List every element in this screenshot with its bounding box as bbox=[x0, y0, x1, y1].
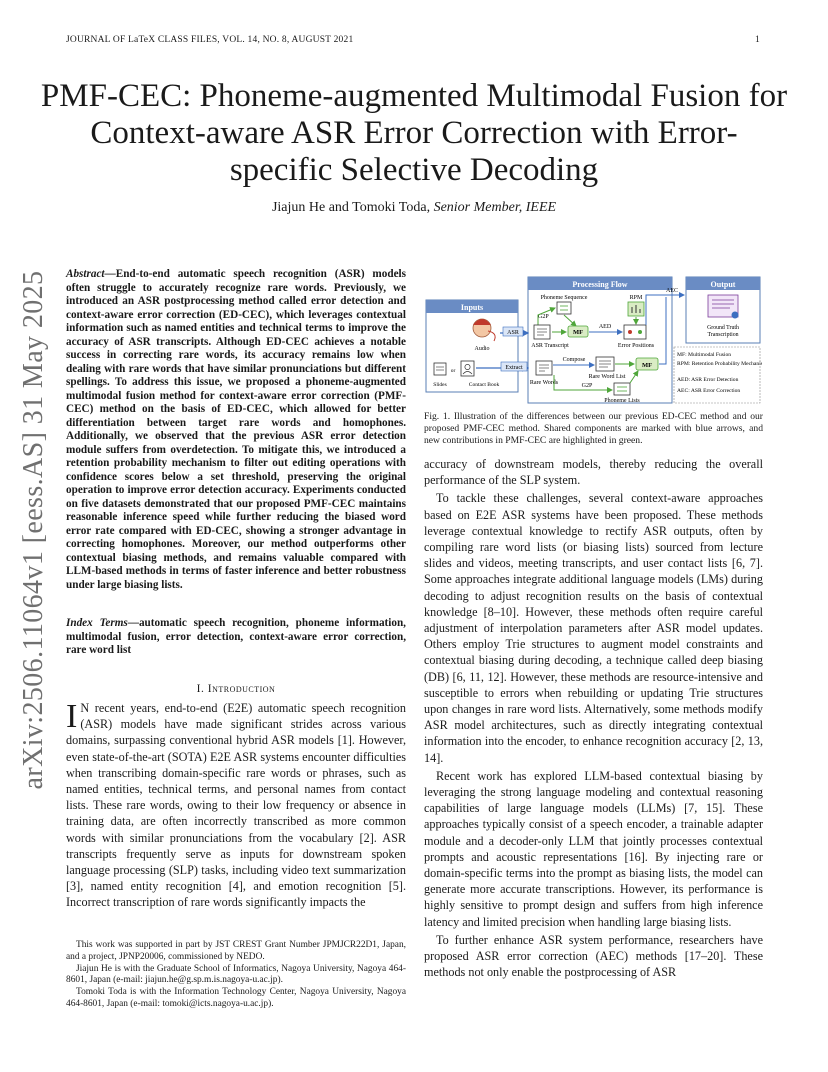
asr-transcript-label: ASR Transcript bbox=[531, 343, 569, 349]
index-terms-lead: Index Terms bbox=[66, 617, 128, 629]
slides-label: Slides bbox=[433, 382, 447, 388]
right-column-body bbox=[424, 456, 763, 983]
legend-rpm: RPM: Retention Probability Mechanism bbox=[677, 361, 762, 367]
inputs-panel bbox=[426, 300, 518, 392]
phoneme-sequence-label: Phoneme Sequence bbox=[540, 295, 588, 301]
section-number: I. bbox=[196, 683, 208, 695]
arxiv-identifier: arXiv:2506.11064v1 [eess.AS] 31 May 2025 bbox=[18, 270, 49, 790]
intro-paragraph bbox=[66, 700, 406, 911]
index-terms bbox=[66, 617, 406, 658]
error-positions-label: Error Positions bbox=[617, 343, 655, 349]
paragraph-continuation: accuracy of downstream models, thereby reducing the overall performance of the SLP system. bbox=[424, 457, 763, 488]
arxiv-stamp bbox=[14, 270, 54, 790]
asr-transcript-icon bbox=[534, 325, 550, 339]
legend-aec: AEC: ASR Error Correction bbox=[677, 388, 741, 394]
rpm-icon bbox=[628, 302, 644, 316]
figure-1 bbox=[424, 275, 762, 407]
footnote-author-2: Tomoki Toda is with the Information Technology Center, Nagoya University, Nagoya 464-8601, Japan (e-mail: tomoki@icts.nagoya-u.ac.jp). bbox=[66, 987, 406, 1009]
abstract-lead: Abstract bbox=[66, 268, 105, 280]
paper-title: PMF-CEC: Phoneme-augmented Multimodal Fusion for Context-aware ASR Error Correction with Error-specific Selective Decoding bbox=[40, 78, 788, 188]
phoneme-lists-icon bbox=[614, 383, 630, 395]
section-heading bbox=[66, 683, 406, 695]
footnote-funding: This work was supported in part by JST CREST Grant Number JPMJCR22D1, Japan, and a project, JPNP20006, commissioned by NEDO. bbox=[66, 940, 406, 962]
or-label: or bbox=[450, 368, 456, 374]
phoneme-sequence-icon bbox=[557, 302, 571, 314]
slides-icon bbox=[434, 363, 446, 375]
error-positions-icon bbox=[624, 325, 646, 339]
rare-word-list-label: Rare Word List bbox=[588, 374, 626, 380]
extract-label: Extract bbox=[505, 365, 523, 371]
abstract bbox=[66, 268, 406, 592]
footnote-author-1: Jiajun He is with the Graduate School of Informatics, Nagoya University, Nagoya 464-8601, Japan (e-mail: jiajun.he@g.sp.m.is.nagoya-u.ac.jp). bbox=[66, 963, 406, 986]
figure-caption bbox=[424, 411, 763, 448]
abstract-text: —End-to-end automatic speech recognition (ASR) models often struggle to accurately recognize rare words. Previously, we introduced an ASR postprocessing method called error detection and context-aware error correction (ED-CEC), which leverages contextual information such as named entities and technical terms to improve the accuracy of ASR transcripts. Although ED-CEC achieves a notable success in correcting rare words, its accuracy remains low when dealing with rare words that have similar pronunciations but different spellings. To address this issue, we proposed a phoneme-augmented multimodal fusion method for context-aware error correction (PMF-CEC) method on the basis of ED-CEC, which allowed for better differentiation between target rare words and homophones. Additionally, we observed that the previous ASR error detection module suffers from overdetection. To mitigate this, we introduced a retention probability mechanism to filter out editing operations with confidence scores below a set threshold, preserving the original operation to improve error detection accuracy. Experiments conducted on five datasets demonstrated that our proposed PMF-CEC maintains reasonable inference speed while further reducing the biased word error rate compared with ED-CEC, showing a stronger advantage in correcting homophones. Moreover, our method outperforms other contextual biasing methods, and remains valuable compared with LLM-based methods in terms of faster inference and better robustness under large biasing lists. bbox=[66, 268, 406, 591]
g2p-top-label: G2P bbox=[538, 314, 549, 320]
footnotes bbox=[66, 940, 406, 1011]
figure-1-diagram bbox=[424, 275, 762, 407]
page-number: 1 bbox=[755, 35, 760, 45]
rpm-label: RPM bbox=[629, 295, 643, 301]
paragraph-context-aware: To tackle these challenges, several context-aware approaches based on E2E ASR systems have been proposed. These methods leverage contextual knowledge to rectify ASR outputs, often by compiling rare word lists (or biasing lists) sourced from lecture slides and videos, meeting transcripts, and user contact lists [6, 7]. Some approaches integrate additional language models (LMs) during decoding to adjust recognition results on the basis of contextual knowledge [8–10]. However, these methods often require careful adjustment of interpolation parameters after ASR model updates. Others employ Trie structures to augment model constraints and contextual biasing during decoding, a technique called deep biasing (DB) [6, 11, 12]. However, these methods are resource-intensive and susceptible to errors when rebuilding or updating Trie structures upon changes in rare word lists. Alternatively, some methods modify ASR model architectures, such as directly integrating contextual information into the encoder, to enhance recognition accuracy [2, 13, 14]. bbox=[424, 491, 763, 765]
g2p-bottom-label: G2P bbox=[581, 383, 593, 389]
compose-label: Compose bbox=[562, 357, 586, 363]
paragraph-llm-biasing: Recent work has explored LLM-based contextual biasing by leveraging the strong language modeling and contextual reasoning capabilities of large language models (LLMs) [7, 15]. These approaches typically consist of a speech encoder, a trainable adapter module and a decoder-only LLM that jointly processes contextual prompts and acoustic representations [16]. By injecting rare or domain-specific terms into the prompt as biasing lists, the model can generate more accurate transcriptions. However, its performance is highly sensitive to prompt design and suffers from high inference latency and limited precision when handling large biasing lists. bbox=[424, 768, 763, 929]
contact-book-label: Contact Book bbox=[468, 382, 500, 388]
section-title: Introduction bbox=[207, 683, 276, 695]
inputs-title: Inputs bbox=[460, 303, 484, 312]
phoneme-lists-label: Phoneme Lists bbox=[604, 398, 640, 404]
figure-caption-label: Fig. 1. bbox=[424, 411, 451, 422]
ground-truth-label: Ground Truth Transcription bbox=[707, 325, 739, 338]
aec-label: AEC bbox=[666, 288, 678, 294]
drop-cap: I bbox=[66, 698, 78, 735]
index-terms-text: —automatic speech recognition, phoneme information, multimodal fusion, error detection, context-aware error correction, rare word list bbox=[66, 617, 406, 656]
ground-truth-icon bbox=[708, 295, 739, 319]
contact-book-icon bbox=[461, 361, 474, 376]
mf-label-top: MF bbox=[572, 329, 584, 336]
legend-mf: MF: Multimodal Fusion bbox=[677, 352, 732, 358]
author-line bbox=[40, 200, 788, 216]
rare-word-list-icon bbox=[596, 357, 614, 371]
legend-aed: AED: ASR Error Detection bbox=[677, 377, 739, 383]
author-role: Senior Member, IEEE bbox=[433, 200, 557, 215]
rare-words-icon bbox=[536, 361, 552, 375]
rare-words-label: Rare Words bbox=[529, 380, 559, 386]
mf-label-bottom: MF bbox=[641, 362, 653, 369]
output-title: Output bbox=[710, 280, 736, 289]
author-names: Jiajun He and Tomoki Toda, bbox=[271, 200, 434, 215]
audio-label: Audio bbox=[474, 346, 490, 352]
running-header: JOURNAL OF LaTeX CLASS FILES, VOL. 14, NO. 8, AUGUST 2021 bbox=[66, 35, 354, 45]
figure-caption-text: Illustration of the differences between our previous ED-CEC method and our proposed PMF-CEC method. Shared components are marked with blue arrows, and new contributions in PMF-CEC are highlighted in green. bbox=[424, 411, 763, 447]
asr-label: ASR bbox=[507, 330, 519, 336]
aed-label: AED bbox=[598, 324, 612, 330]
processing-title: Processing Flow bbox=[572, 280, 628, 289]
intro-text: N recent years, end-to-end (E2E) automatic speech recognition (ASR) models have made significant strides across various domains, surpassing conventional hybrid ASR models [1]. However, even state-of-the-art (SOTA) E2E ASR systems encounter difficulties when transcribing domain-specific rare words or phrases, such as named entities, technical terms, and personal names from contact lists. These rare words, owing to their low frequency or absence in training data, are often incorrectly transcribed as more common words with similar pronunciations from the vocabulary [2]. ASR transcripts frequently serve as inputs for downstream spoken language processing (SLP) tasks, including video text summarization [3], named entity recognition [4], and emotion recognition [5]. Incorrect transcription of rare words significantly impacts the bbox=[66, 701, 406, 910]
paragraph-aec: To further enhance ASR system performance, researchers have proposed ASR error correction (AEC) methods [17–20]. These methods not only enable the postprocessing of ASR bbox=[424, 932, 763, 980]
